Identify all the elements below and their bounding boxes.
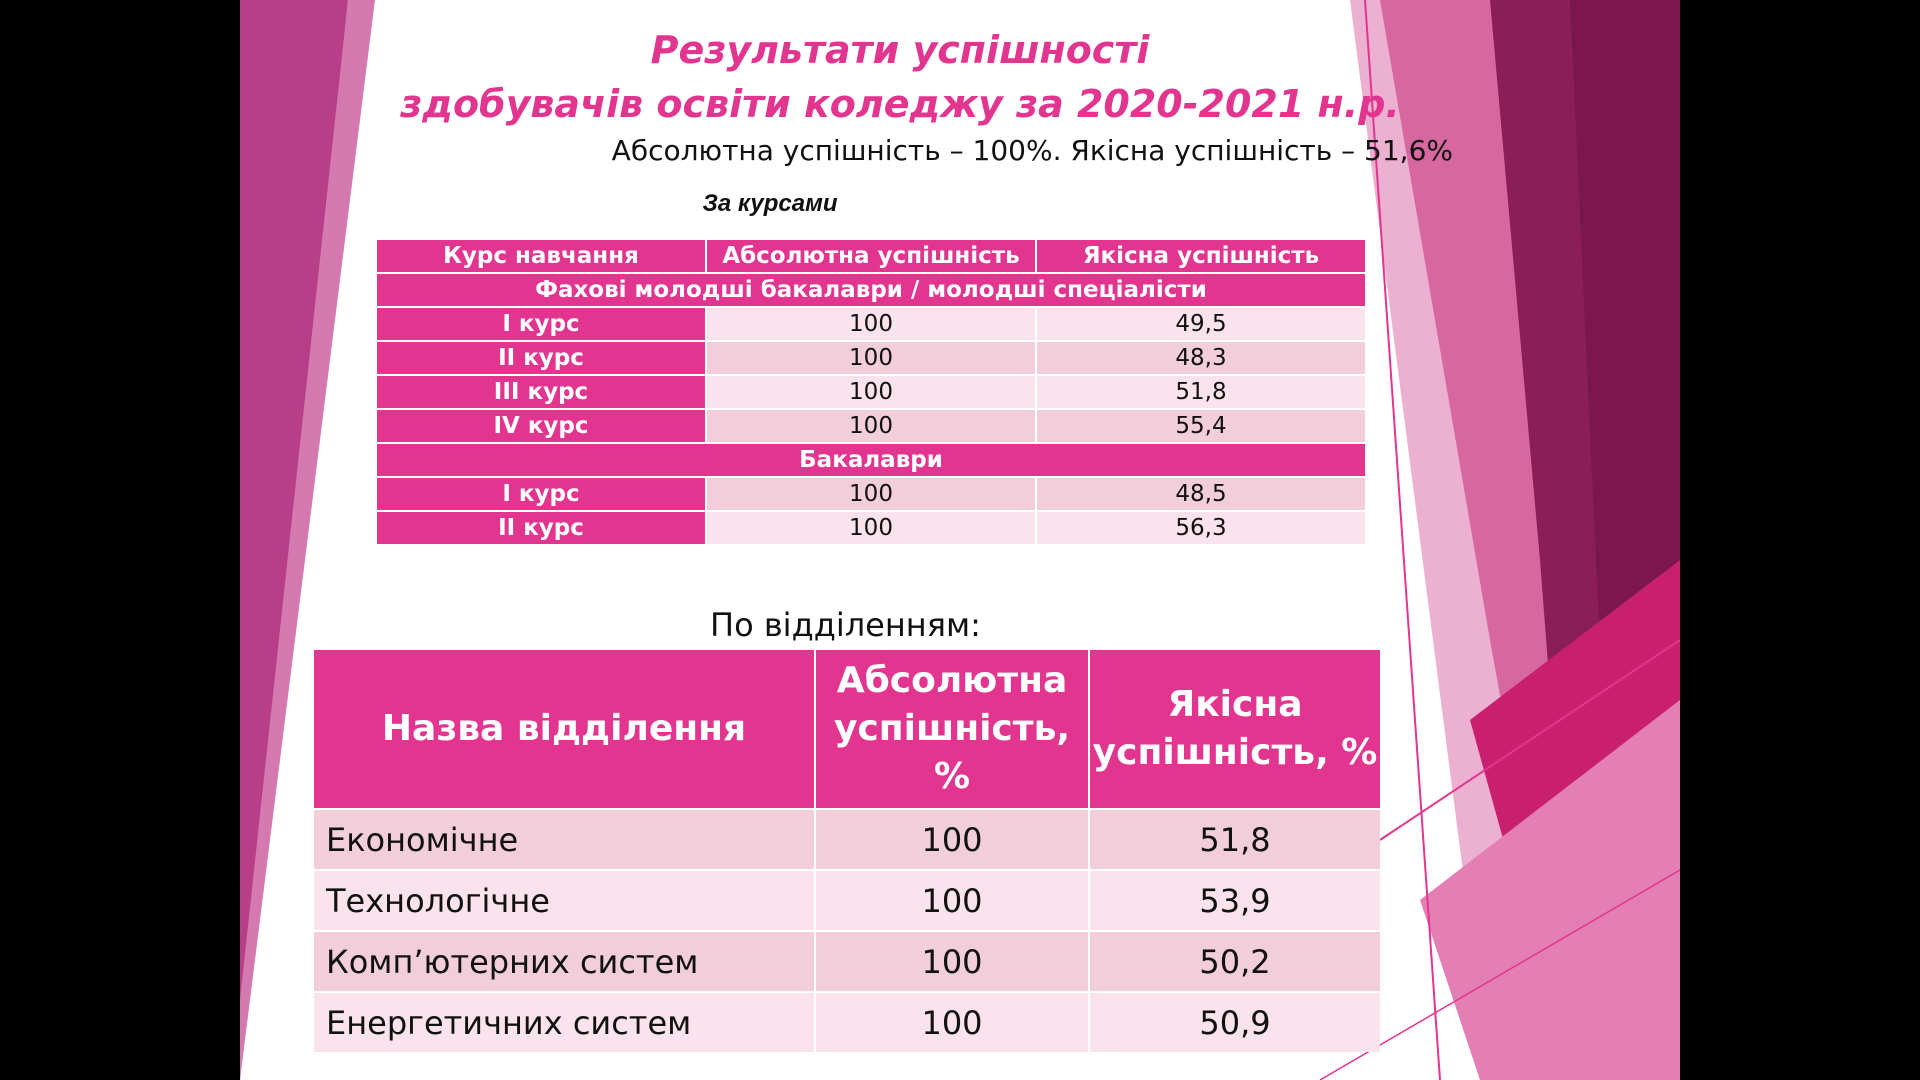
header-quality: Якісна успішність [1037, 240, 1365, 272]
header-absolute: Абсолютна успішність, % [816, 650, 1088, 808]
courses-table-header-row [377, 240, 1365, 272]
quality-cell: 51,8 [1090, 810, 1380, 869]
table-row [377, 308, 1365, 340]
departments-table-header-row [314, 650, 1380, 808]
departments-table-caption: По відділенням: [710, 606, 981, 644]
table-row [314, 993, 1380, 1052]
course-cell: I курс [377, 478, 705, 510]
course-cell: III курс [377, 376, 705, 408]
table-row [314, 871, 1380, 930]
quality-cell: 48,5 [1037, 478, 1365, 510]
table-row [314, 810, 1380, 869]
header-course: Курс навчання [377, 240, 705, 272]
absolute-cell: 100 [707, 376, 1035, 408]
course-cell: I курс [377, 308, 705, 340]
absolute-cell: 100 [707, 410, 1035, 442]
absolute-cell: 100 [816, 993, 1088, 1052]
absolute-cell: 100 [707, 478, 1035, 510]
courses-table [375, 238, 1367, 546]
department-name-cell: Енергетичних систем [314, 993, 814, 1052]
quality-cell: 51,8 [1037, 376, 1365, 408]
absolute-cell: 100 [816, 871, 1088, 930]
absolute-cell: 100 [816, 810, 1088, 869]
quality-cell: 56,3 [1037, 512, 1365, 544]
courses-table-caption: За курсами [702, 190, 838, 217]
slide [240, 0, 1680, 1080]
absolute-cell: 100 [707, 512, 1035, 544]
header-absolute: Абсолютна успішність [707, 240, 1035, 272]
header-department-name: Назва відділення [314, 650, 814, 808]
page-title-line-2: здобувачів освіти коледжу за 2020-2021 н.р. [400, 82, 1400, 126]
table-row [377, 512, 1365, 544]
departments-table [312, 648, 1382, 1054]
page-title-line-1: Результати успішності [650, 28, 1150, 72]
quality-cell: 48,3 [1037, 342, 1365, 374]
quality-cell: 53,9 [1090, 871, 1380, 930]
table-row [314, 932, 1380, 991]
quality-cell: 50,2 [1090, 932, 1380, 991]
table-row [377, 478, 1365, 510]
table-row [377, 410, 1365, 442]
department-name-cell: Комп’ютерних систем [314, 932, 814, 991]
course-cell: II курс [377, 342, 705, 374]
course-cell: IV курс [377, 410, 705, 442]
quality-cell: 49,5 [1037, 308, 1365, 340]
quality-cell: 55,4 [1037, 410, 1365, 442]
table-row [377, 376, 1365, 408]
group-row-junior-bachelors [377, 274, 1365, 306]
header-quality: Якісна успішність, % [1090, 650, 1380, 808]
group-title: Бакалаври [377, 444, 1365, 476]
absolute-cell: 100 [816, 932, 1088, 991]
group-title: Фахові молодші бакалаври / молодші спеціалісти [377, 274, 1365, 306]
department-name-cell: Економічне [314, 810, 814, 869]
table-row [377, 342, 1365, 374]
absolute-cell: 100 [707, 342, 1035, 374]
quality-cell: 50,9 [1090, 993, 1380, 1052]
course-cell: II курс [377, 512, 705, 544]
overall-success-summary: Абсолютна успішність – 100%. Якісна успішність – 51,6% [611, 134, 1453, 167]
group-row-bachelors [377, 444, 1365, 476]
absolute-cell: 100 [707, 308, 1035, 340]
department-name-cell: Технологічне [314, 871, 814, 930]
